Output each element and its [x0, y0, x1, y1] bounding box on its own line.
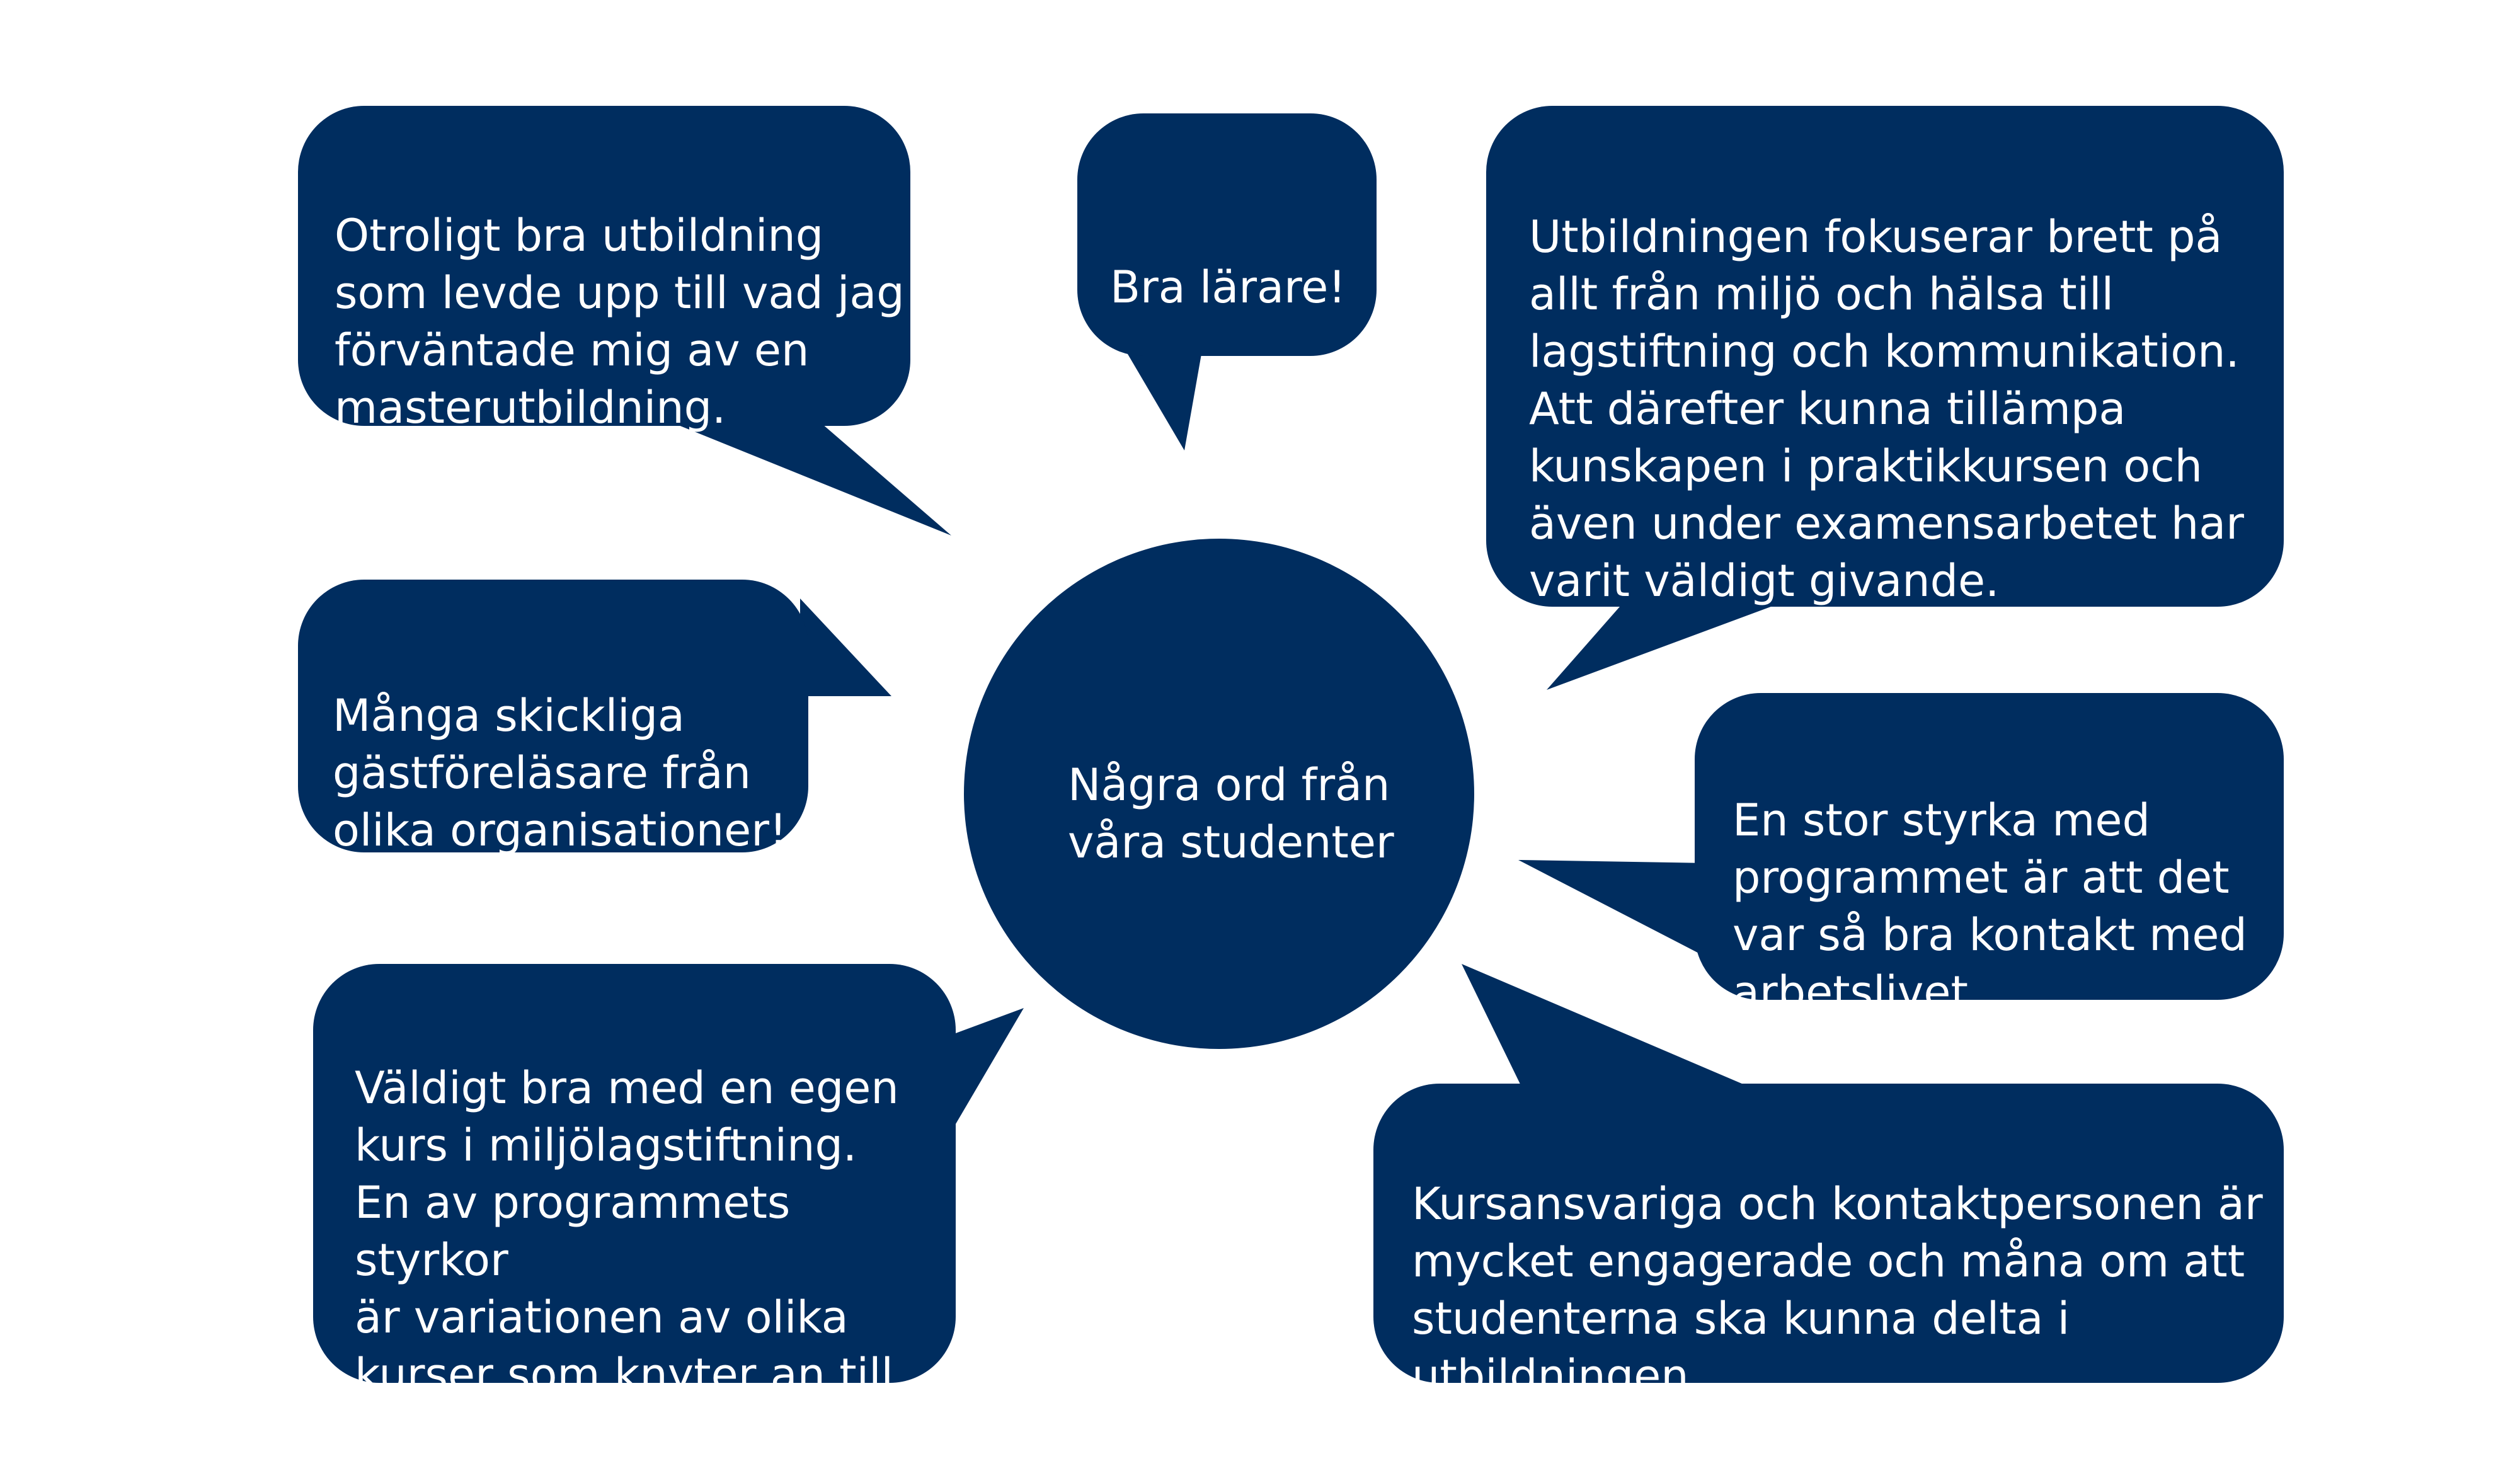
bubble-text-3: Utbildningen fokuserar brett på allt från miljö och hälsa till lagstiftning och kommunikation. Att därefter kunna tillämpa kunskapen i praktikkursen och även under examensarbetet har varit väldigt givande. [1529, 211, 2244, 607]
bubble-text-5: En stor styrka med programmet är att det var så bra kontakt med arbetslivet. [1732, 794, 2247, 1018]
speech-bubble-5 [1695, 693, 2284, 1018]
bubble-text-7: Kursansvariga och kontaktpersonen är mycket engagerade och måna om att studenterna ska kunna delta i utbildningen. [1412, 1178, 2263, 1402]
bubble-text-4: Många skickliga gästföreläsare från olika organisationer! [333, 690, 788, 856]
center-title: Några ord från våra studenter [1068, 759, 1394, 868]
speech-bubble-7 [1373, 1084, 2284, 1402]
speech-bubble-6 [313, 964, 956, 1458]
speech-bubble-3 [1486, 106, 2284, 607]
bubble-text-6: Väldigt bra med en egen kurs i miljölagstiftning. En av programmets styrkor är variationen av olika kurser som knyter an till varandra. [355, 1062, 899, 1458]
bubble-text-2: Bra lärare! [1110, 261, 1346, 313]
bubble-text-1: Otroligt bra utbildning som levde upp till vad jag förväntade mig av en masterutbildning. [335, 210, 905, 433]
speech-bubble-2 [1077, 113, 1377, 356]
bubble-tail-2 [1121, 343, 1203, 450]
bubble-tail-4 [800, 599, 891, 696]
center-circle [964, 539, 1474, 1049]
speech-bubble-4 [298, 580, 808, 856]
bubble-tail-5 [1518, 860, 1707, 958]
speech-bubble-1 [298, 106, 910, 433]
